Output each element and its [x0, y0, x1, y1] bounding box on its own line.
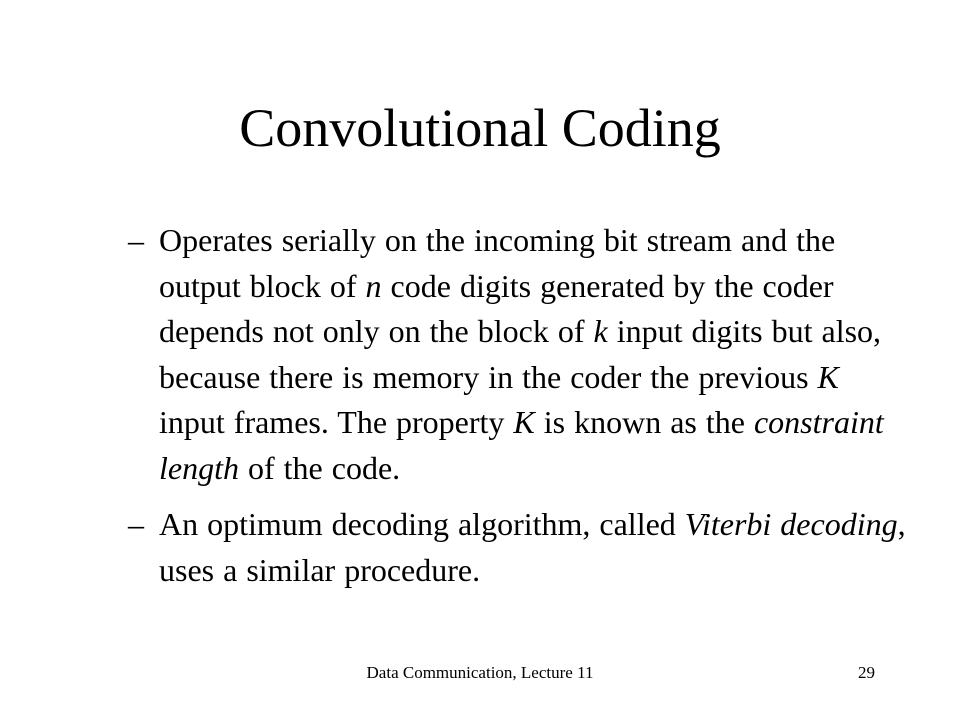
text-run-italic: n	[365, 267, 382, 304]
text-run-italic: constraint length	[159, 404, 884, 486]
text-run-italic: K	[513, 404, 535, 440]
bullet-dash: –	[128, 222, 144, 258]
bullet-list	[128, 218, 908, 604]
footer-lecture-label: Data Communication, Lecture 11	[366, 663, 594, 682]
bullet-dash: –	[128, 506, 144, 542]
page-number: 29	[858, 663, 875, 682]
text-run: input frames. The property	[159, 404, 514, 440]
slide-title: Convolutional Coding	[239, 98, 721, 158]
bullet-item	[128, 502, 908, 593]
text-run: input digits but also, because there is memory in the coder the previous	[159, 313, 882, 395]
text-run-italic: K	[817, 358, 839, 395]
text-run: code digits generated by the coder depends not only on the block of	[159, 267, 834, 349]
bullet-item	[128, 218, 908, 491]
text-run-italic: k	[593, 313, 608, 349]
bullet-text	[159, 506, 906, 588]
text-run-italic: Viterbi decoding	[684, 506, 898, 542]
bullet-text	[159, 222, 884, 486]
text-run: , uses a similar procedure.	[159, 506, 906, 588]
text-run: An optimum decoding algorithm, called	[159, 506, 685, 542]
text-run: of the code.	[238, 449, 401, 486]
text-run: Operates serially on the incoming bit stream and the output block of	[159, 222, 836, 304]
text-run: is known as the	[534, 404, 754, 440]
